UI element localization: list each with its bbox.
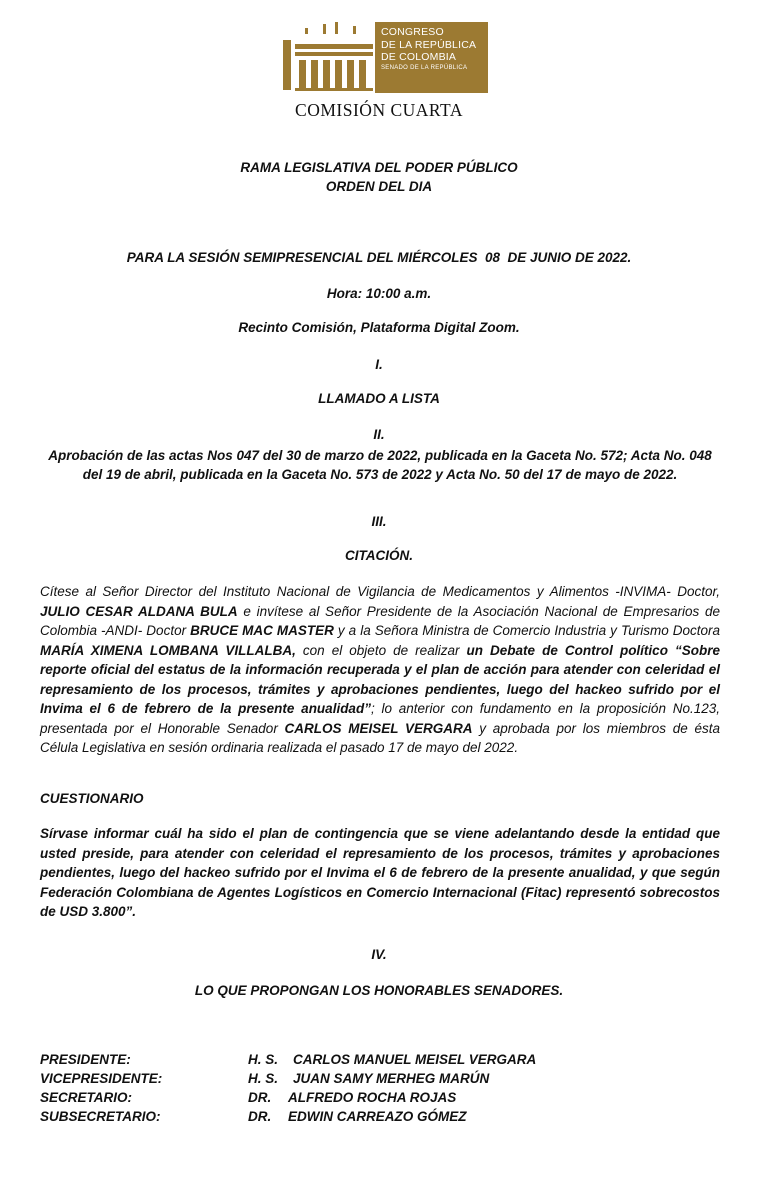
citation-text-4: con el objeto de realizar [295,642,467,658]
citation-text-1: Cítese al Señor Director del Instituto Nacional de Vigilancia de Medicamentos y Alimentos -INVIMA- Doctor, [40,584,720,599]
signatory-role: VICEPRESIDENTE: [40,1071,163,1086]
proposer-name: CARLOS MEISEL VERGARA [284,720,473,736]
signatory-title: DR. [248,1109,272,1124]
citation-paragraph [40,582,720,758]
section-4-heading: LO QUE PROPONGAN LOS HONORABLES SENADORES. [194,983,564,998]
section-3-heading: CITACIÓN. [345,548,413,563]
congress-logo [283,18,488,93]
debate-purpose: un Debate de Control político “Sobre reporte oficial del estatus de la información recuperada y el plan de acción para atender con celeridad el represamiento de los procesos, trámites y aprobaciones pendientes, luego del hackeo sufrido por el Invima el 6 de febrero de la presente anualidad” [40,642,720,716]
signatory-role: PRESIDENTE: [40,1052,131,1067]
section-4-numeral: IV. [371,947,387,962]
section-1-heading: LLAMADO A LISTA [318,391,440,406]
commission-name: COMISIÓN CUARTA [295,100,463,120]
signatory-role: SUBSECRETARIO: [40,1109,161,1124]
logo-line-3: DE COLOMBIA [381,51,457,63]
citation-text-2: e invítese al Señor Presidente de la Asociación Nacional de Empresarios de Colombia -ANDI- Doctor [40,603,720,638]
questionnaire-text: Sírvase informar cuál ha sido el plan de contingencia que se viene adelantando desde la entidad que usted preside, para atender con celeridad el represamiento de los procesos, trámites y aprobaciones pendientes, luego del hackeo sufrido por el Invima el 6 de febrero de la presente anualidad, y que según Federación Colombiana de Agentes Logísticos en Comercio Internacional (Fitac) representó sobrecostos de USD 3.800”. [40,826,720,919]
cited-name-2: BRUCE MAC MASTER [190,623,334,638]
citation-text-5: ; lo anterior con fundamento en la proposición No.123, presentada por el Honorable Senador [40,701,720,736]
logo-text [381,26,476,73]
venue-line: Recinto Comisión, Plataforma Digital Zoom. [238,320,520,335]
logo-subline: SENADO DE LA REPÚBLICA [381,64,468,71]
citation-text-6: y aprobada por los miembros de ésta Célula Legislativa en sesión ordinaria realizada el pasado 17 de mayo del 2022. [40,720,720,755]
hour-line: Hora: 10:00 a.m. [326,286,432,301]
signatory-name: ALFREDO ROCHA ROJAS [288,1090,457,1105]
title-line-2: ORDEN DEL DIA [325,179,433,194]
cited-name-1: JULIO CESAR ALDANA BULA [40,603,238,619]
signatory-role: SECRETARIO: [40,1090,133,1105]
signatory-title: H. S. [248,1052,279,1067]
logo-line-2: DE LA REPÚBLICA [381,38,477,51]
citation-text-3: y a la Señora Ministra de Comercio Industria y Turismo Doctora [333,623,720,638]
signatory-name: JUAN SAMY MERHEG MARÚN [293,1071,490,1086]
section-3-numeral: III. [371,514,387,529]
session-line: PARA LA SESIÓN SEMIPRESENCIAL DEL MIÉRCOLES 08 DE JUNIO DE 2022. [126,250,632,265]
signatory-title: DR. [248,1090,272,1105]
section-2-text: Aprobación de las actas Nos 047 del 30 de marzo de 2022, publicada en la Gaceta No. 572; Acta No. 048 del 19 de abril, publicada en la Gaceta No. 573 de 2022 y Acta No. 50 del 17 de mayo de 2022. [48,448,712,482]
signatory-title: H. S. [248,1071,279,1086]
section-1-numeral: I. [375,357,383,372]
signatory-name: CARLOS MANUEL MEISEL VERGARA [293,1052,537,1067]
title-line-1: RAMA LEGISLATIVA DEL PODER PÚBLICO [240,160,518,175]
signatory-name: EDWIN CARREAZO GÓMEZ [288,1109,467,1124]
questionnaire-heading: CUESTIONARIO [40,791,144,806]
logo-line-1: CONGRESO [381,26,444,38]
cited-name-3: MARÍA XIMENA LOMBANA VILLALBA, [40,642,296,658]
section-2-numeral: II. [373,427,385,442]
